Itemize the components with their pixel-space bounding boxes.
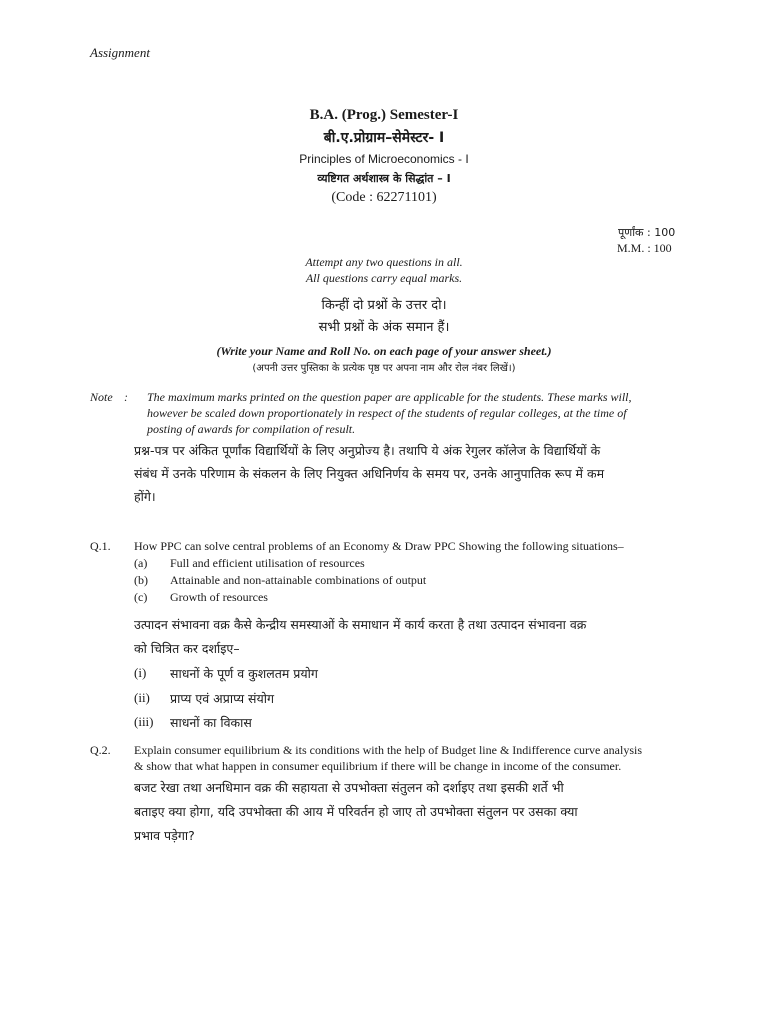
instruction-hindi-1: किन्हीं दो प्रश्नों के उत्तर दो।: [321, 298, 447, 313]
subject-english: Principles of Microeconomics - I: [299, 152, 469, 166]
note-english-line-3: posting of awards for compilation of result.: [147, 422, 356, 436]
q1-option-b-text: Attainable and non-attainable combinations of output: [170, 573, 427, 587]
paper-code: (Code : 62271101): [331, 190, 437, 205]
write-name-english: (Write your Name and Roll No. on each page of your answer sheet.): [216, 344, 552, 358]
q1-option-c-text: Growth of resources: [170, 590, 268, 604]
instruction-english-1: Attempt any two questions in all.: [305, 255, 463, 269]
q2-text-hindi-line-3: प्रभाव पड़ेगा?: [134, 828, 195, 843]
note-hindi-line-2: संबंध में उनके परिणाम के संकलन के लिए नियुक्त अधिनिर्णय के समय पर, उनके आनुपातिक रूप में कम: [134, 466, 605, 481]
q1-text-hindi-line-1: उत्पादन संभावना वक्र कैसे केन्द्रीय समस्याओं के समाधान में कार्य करता है तथा उत्पादन संभावना वक्र: [134, 617, 587, 632]
title-hindi: बी.ए.प्रोग्राम–सेमेस्टर- I: [323, 130, 445, 146]
subject-hindi: व्यष्टिगत अर्थशास्त्र के सिद्धांत – I: [317, 172, 451, 185]
max-marks-hindi: पूर्णांक : 100: [618, 226, 676, 239]
note-hindi-line-1: प्रश्न-पत्र पर अंकित पूर्णांक विद्यार्थियों के लिए अनुप्रोज्य है। तथापि ये अंक रेगुलर कॉलेज के विद्यार्थियों के: [134, 443, 601, 458]
note-label: Note: [90, 390, 113, 404]
title-english: B.A. (Prog.) Semester-I: [309, 107, 459, 123]
q1-number: Q.1.: [90, 539, 111, 553]
q2-text-english-line-2: & show that what happen in consumer equilibrium if there will be change in income of the consumer.: [134, 759, 622, 773]
header-label: Assignment: [90, 45, 150, 60]
q1-option-iii-text: साधनों का विकास: [170, 715, 252, 730]
q1-text-english: How PPC can solve central problems of an Economy & Draw PPC Showing the following situations–: [134, 539, 624, 553]
q1-option-ii-label: (ii): [134, 690, 150, 705]
instruction-hindi-2: सभी प्रश्नों के अंक समान हैं।: [318, 320, 450, 335]
q2-text-hindi-line-2: बताइए क्या होगा, यदि उपभोक्ता की आय में परिवर्तन हो जाए तो उपभोक्ता संतुलन पर उसका क्या: [134, 804, 578, 819]
note-hindi-line-3: होंगे।: [134, 489, 156, 504]
q1-option-i-label: (i): [134, 665, 147, 680]
q1-option-a-label: (a): [134, 556, 148, 570]
q1-option-a-text: Full and efficient utilisation of resources: [170, 556, 365, 570]
q2-text-hindi-line-1: बजट रेखा तथा अनधिमान वक्र की सहायता से उपभोक्ता संतुलन को दर्शाइए तथा इसकी शर्ते भी: [134, 780, 564, 795]
q1-option-iii-label: (iii): [134, 714, 154, 729]
note-english-line-2: however be scaled down proportionately in respect of the students of regular colleges, at the time of: [147, 406, 627, 420]
q1-text-hindi-line-2: को चित्रित कर दर्शाइए–: [134, 641, 240, 656]
instruction-english-2: All questions carry equal marks.: [305, 271, 463, 285]
q1-option-ii-text: प्राप्य एवं अप्राप्य संयोग: [170, 691, 275, 706]
note-colon: :: [124, 390, 128, 404]
write-name-hindi: (अपनी उत्तर पुस्तिका के प्रत्येक पृष्ठ पर अपना नाम और रोल नंबर लिखें।): [252, 363, 516, 374]
note-english-line-1: The maximum marks printed on the question paper are applicable for the students. These marks will,: [147, 390, 632, 404]
q2-number: Q.2.: [90, 743, 111, 757]
q1-option-b-label: (b): [134, 573, 148, 587]
max-marks-english: M.M. : 100: [617, 241, 672, 255]
q1-option-c-label: (c): [134, 590, 148, 604]
q2-text-english-line-1: Explain consumer equilibrium & its conditions with the help of Budget line & Indifference curve analysis: [134, 743, 642, 757]
q1-option-i-text: साधनों के पूर्ण व कुशलतम प्रयोग: [170, 666, 318, 681]
